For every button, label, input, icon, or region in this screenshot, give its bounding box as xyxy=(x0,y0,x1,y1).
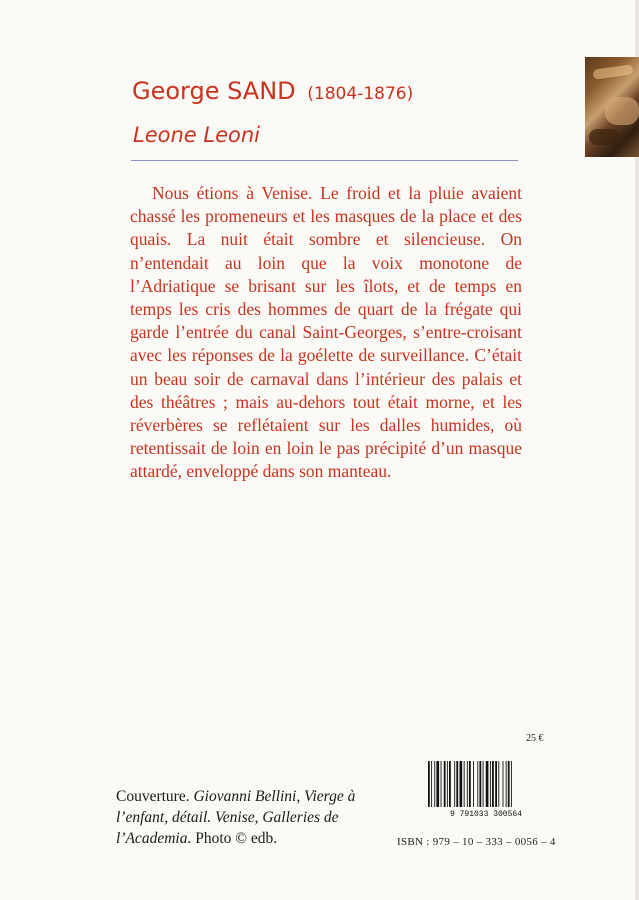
book-title: Leone Leoni xyxy=(133,123,260,147)
credits-photo: Photo © edb. xyxy=(195,830,278,847)
credits-work: Vierge à l’enfant, détail. Venise, Galleries de l’Academia. xyxy=(116,788,356,847)
cover-credits xyxy=(116,786,386,849)
title-divider xyxy=(131,160,518,161)
cover-painting-thumbnail xyxy=(585,57,639,157)
barcode-digits: 9 791033 300564 xyxy=(449,810,523,817)
excerpt-paragraph: Nous étions à Venise. Le froid et la pluie avaient chassé les promeneurs et les masques de la place et des quais. La nuit était sombre et silencieuse. On n’entendait au loin que la voix monotone de l’Adriatique se brisant sur les îlots, et de temps en temps les cris des hommes de quart de la frégate qui garde l’entrée du canal Saint-Georges, s’entre-croisant avec les réponses de la goélette de surveillance. C’était un beau soir de carnaval dans l’intérieur des palais et des théâtres ; mais au-dehors tout était morne, et les réverbères se reflétaient sur les dalles humides, où retentissait de loin en loin le pas précipité d’un masque attardé, enveloppé dans son manteau. xyxy=(130,183,522,482)
author-heading xyxy=(132,76,413,109)
isbn-label: ISBN : 979 – 10 – 333 – 0056 – 4 xyxy=(397,836,556,848)
credits-label: Couverture. xyxy=(116,788,190,805)
author-dates: (1804-1876) xyxy=(307,84,414,104)
author-name: George SAND xyxy=(132,77,296,105)
credits-artist: Giovanni Bellini, xyxy=(193,788,301,805)
barcode xyxy=(426,761,546,817)
price-label: 25 € xyxy=(526,733,544,744)
